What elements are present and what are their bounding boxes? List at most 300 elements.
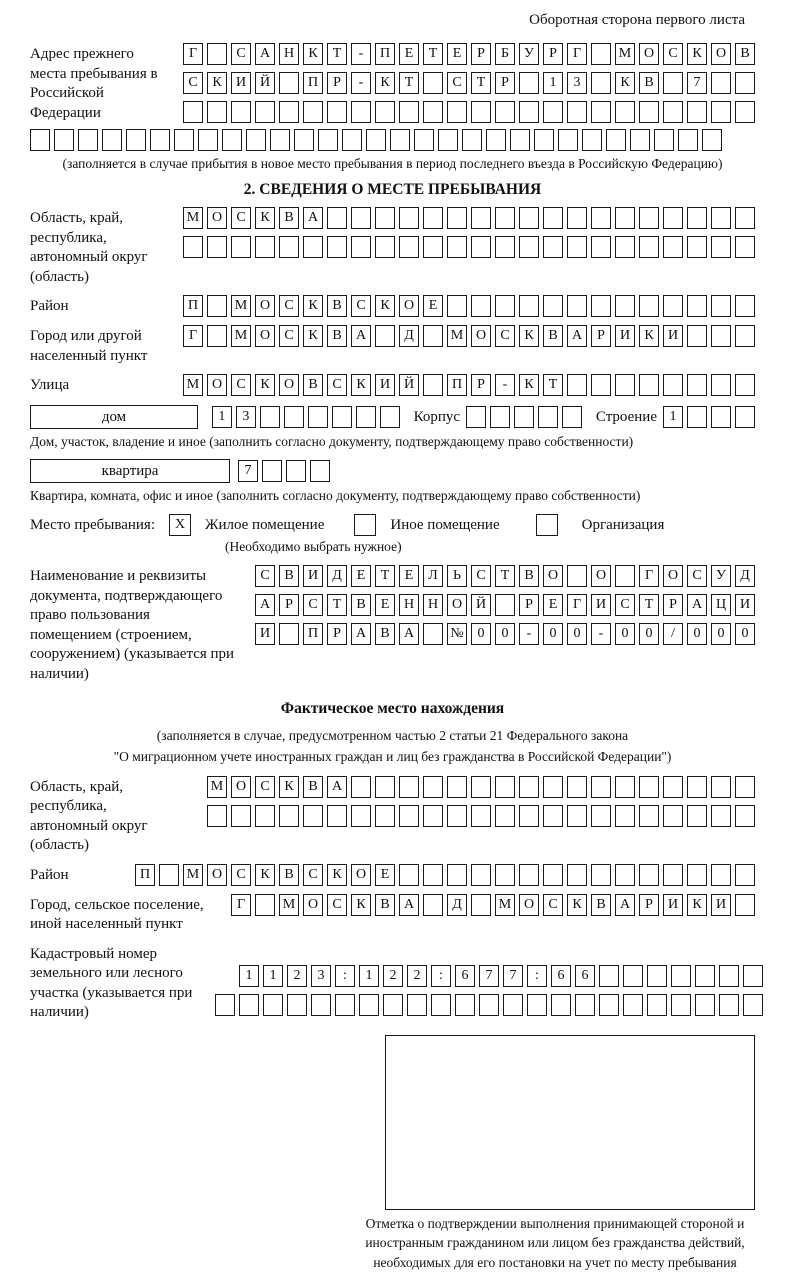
char-cell[interactable]: С [663,43,683,65]
char-cell[interactable]: О [255,295,275,317]
char-cell[interactable] [567,805,587,827]
char-cell[interactable] [599,994,619,1016]
char-cell[interactable]: 2 [407,965,427,987]
char-cell[interactable]: 0 [639,623,659,645]
char-cell[interactable]: Н [423,594,443,616]
char-cell[interactable] [615,776,635,798]
char-cell[interactable] [447,101,467,123]
char-cell[interactable]: О [207,864,227,886]
char-cell[interactable] [591,43,611,65]
char-cell[interactable]: О [663,565,683,587]
char-cell[interactable]: Й [471,594,491,616]
char-cell[interactable] [543,776,563,798]
char-cell[interactable]: 0 [615,623,635,645]
char-cell[interactable]: : [527,965,547,987]
char-cell[interactable] [399,776,419,798]
char-cell[interactable]: И [711,894,731,916]
char-cell[interactable]: В [351,594,371,616]
char-cell[interactable] [711,72,731,94]
char-cell[interactable]: К [351,374,371,396]
char-cell[interactable]: - [495,374,515,396]
confirmation-mark-box[interactable] [385,1035,755,1210]
char-cell[interactable]: О [207,374,227,396]
char-cell[interactable] [479,994,499,1016]
char-cell[interactable] [702,129,722,151]
char-cell[interactable]: Й [399,374,419,396]
char-cell[interactable] [543,236,563,258]
char-cell[interactable] [543,295,563,317]
char-cell[interactable]: Д [327,565,347,587]
char-cell[interactable]: Г [639,565,659,587]
char-cell[interactable]: Е [375,864,395,886]
char-cell[interactable]: С [495,325,515,347]
char-cell[interactable] [639,374,659,396]
char-cell[interactable] [599,965,619,987]
char-cell[interactable]: Т [471,72,491,94]
char-cell[interactable]: 7 [503,965,523,987]
char-cell[interactable] [471,805,491,827]
char-cell[interactable] [687,207,707,229]
char-cell[interactable] [663,805,683,827]
char-cell[interactable] [102,129,122,151]
char-cell[interactable] [582,129,602,151]
char-cell[interactable] [423,236,443,258]
char-cell[interactable] [215,994,235,1016]
char-cell[interactable] [231,101,251,123]
char-cell[interactable] [711,864,731,886]
char-cell[interactable]: К [327,864,347,886]
char-cell[interactable]: - [351,43,371,65]
char-cell[interactable] [318,129,338,151]
char-cell[interactable] [471,207,491,229]
char-cell[interactable] [335,994,355,1016]
char-cell[interactable] [615,207,635,229]
char-cell[interactable] [308,406,328,428]
char-cell[interactable]: 1 [263,965,283,987]
char-cell[interactable] [567,864,587,886]
char-cell[interactable]: Р [519,594,539,616]
char-cell[interactable]: Ц [711,594,731,616]
char-cell[interactable]: 6 [455,965,475,987]
char-cell[interactable] [255,101,275,123]
char-cell[interactable] [687,295,707,317]
char-cell[interactable] [399,101,419,123]
char-cell[interactable]: Б [495,43,515,65]
char-cell[interactable] [351,101,371,123]
char-cell[interactable] [671,965,691,987]
char-cell[interactable] [423,325,443,347]
char-cell[interactable]: Р [327,623,347,645]
char-cell[interactable]: 6 [575,965,595,987]
char-cell[interactable] [567,207,587,229]
char-cell[interactable] [423,101,443,123]
char-cell[interactable]: М [447,325,467,347]
char-cell[interactable]: 1 [663,406,683,428]
char-cell[interactable]: С [255,776,275,798]
char-cell[interactable] [207,43,227,65]
char-cell[interactable] [591,72,611,94]
char-cell[interactable]: О [303,894,323,916]
char-cell[interactable]: И [255,623,275,645]
char-cell[interactable]: У [711,565,731,587]
char-cell[interactable]: С [231,207,251,229]
char-cell[interactable] [639,101,659,123]
char-cell[interactable]: Е [375,594,395,616]
char-cell[interactable] [567,565,587,587]
char-cell[interactable] [663,374,683,396]
char-cell[interactable]: О [519,894,539,916]
char-cell[interactable]: О [471,325,491,347]
char-cell[interactable]: В [303,374,323,396]
char-cell[interactable] [519,236,539,258]
char-cell[interactable] [471,864,491,886]
char-cell[interactable] [375,101,395,123]
char-cell[interactable] [663,864,683,886]
char-cell[interactable]: К [207,72,227,94]
char-cell[interactable] [423,894,443,916]
char-cell[interactable]: К [639,325,659,347]
char-cell[interactable]: О [591,565,611,587]
char-cell[interactable] [647,994,667,1016]
char-cell[interactable]: К [375,72,395,94]
char-cell[interactable] [375,805,395,827]
char-cell[interactable]: В [591,894,611,916]
char-cell[interactable]: К [255,374,275,396]
char-cell[interactable]: А [255,43,275,65]
char-cell[interactable] [270,129,290,151]
char-cell[interactable]: Й [255,72,275,94]
char-cell[interactable] [447,805,467,827]
char-cell[interactable] [591,776,611,798]
char-cell[interactable] [380,406,400,428]
char-cell[interactable] [431,994,451,1016]
char-cell[interactable]: А [399,623,419,645]
char-cell[interactable]: Р [591,325,611,347]
char-cell[interactable]: 1 [543,72,563,94]
char-cell[interactable]: Л [423,565,443,587]
char-cell[interactable]: А [687,594,707,616]
char-cell[interactable]: С [471,565,491,587]
char-cell[interactable]: Р [471,43,491,65]
char-cell[interactable] [519,295,539,317]
char-cell[interactable]: 0 [711,623,731,645]
char-cell[interactable] [159,864,179,886]
char-cell[interactable] [263,994,283,1016]
char-cell[interactable]: А [327,776,347,798]
char-cell[interactable]: П [303,623,323,645]
char-cell[interactable]: Р [663,594,683,616]
char-cell[interactable]: А [255,594,275,616]
char-cell[interactable]: П [447,374,467,396]
char-cell[interactable] [663,101,683,123]
char-cell[interactable]: 1 [359,965,379,987]
char-cell[interactable] [356,406,376,428]
char-cell[interactable] [735,406,755,428]
char-cell[interactable]: С [183,72,203,94]
char-cell[interactable]: М [495,894,515,916]
char-cell[interactable] [471,295,491,317]
char-cell[interactable]: Т [543,374,563,396]
char-cell[interactable] [510,129,530,151]
char-cell[interactable] [639,805,659,827]
char-cell[interactable] [407,994,427,1016]
char-cell[interactable]: В [327,325,347,347]
char-cell[interactable]: И [663,894,683,916]
char-cell[interactable] [743,994,763,1016]
char-cell[interactable]: 0 [495,623,515,645]
char-cell[interactable] [663,207,683,229]
char-cell[interactable] [687,406,707,428]
char-cell[interactable] [503,994,523,1016]
char-cell[interactable]: С [231,43,251,65]
char-cell[interactable] [519,864,539,886]
char-cell[interactable]: О [543,565,563,587]
char-cell[interactable]: К [687,894,707,916]
char-cell[interactable] [711,805,731,827]
char-cell[interactable]: 2 [287,965,307,987]
char-cell[interactable] [327,805,347,827]
char-cell[interactable] [239,994,259,1016]
char-cell[interactable] [687,101,707,123]
char-cell[interactable]: М [231,325,251,347]
char-cell[interactable]: 7 [238,460,258,482]
char-cell[interactable] [495,594,515,616]
char-cell[interactable] [438,129,458,151]
char-cell[interactable]: В [279,207,299,229]
char-cell[interactable] [183,101,203,123]
char-cell[interactable]: П [303,72,323,94]
char-cell[interactable]: : [335,965,355,987]
char-cell[interactable] [639,207,659,229]
char-cell[interactable] [551,994,571,1016]
char-cell[interactable]: Т [327,594,347,616]
char-cell[interactable]: Г [231,894,251,916]
char-cell[interactable] [623,994,643,1016]
char-cell[interactable] [423,864,443,886]
char-cell[interactable]: М [231,295,251,317]
char-cell[interactable] [630,129,650,151]
char-cell[interactable]: К [279,776,299,798]
char-cell[interactable] [711,406,731,428]
char-cell[interactable] [490,406,510,428]
char-cell[interactable]: Ь [447,565,467,587]
char-cell[interactable] [183,236,203,258]
char-cell[interactable] [78,129,98,151]
char-cell[interactable] [735,776,755,798]
char-cell[interactable] [359,994,379,1016]
char-cell[interactable] [126,129,146,151]
char-cell[interactable] [495,236,515,258]
char-cell[interactable] [687,776,707,798]
char-cell[interactable] [735,72,755,94]
char-cell[interactable] [351,207,371,229]
char-cell[interactable] [639,236,659,258]
char-cell[interactable]: К [615,72,635,94]
char-cell[interactable] [351,236,371,258]
checkbox-other-premises[interactable] [354,514,376,536]
char-cell[interactable] [207,101,227,123]
char-cell[interactable] [735,325,755,347]
char-cell[interactable] [687,864,707,886]
char-cell[interactable] [514,406,534,428]
char-cell[interactable]: М [207,776,227,798]
char-cell[interactable] [310,460,330,482]
char-cell[interactable] [495,101,515,123]
char-cell[interactable] [375,776,395,798]
char-cell[interactable] [735,295,755,317]
char-cell[interactable] [375,236,395,258]
char-cell[interactable]: А [615,894,635,916]
char-cell[interactable] [207,325,227,347]
char-cell[interactable]: В [279,565,299,587]
char-cell[interactable]: В [735,43,755,65]
char-cell[interactable]: О [639,43,659,65]
char-cell[interactable] [543,864,563,886]
char-cell[interactable]: М [279,894,299,916]
char-cell[interactable] [615,295,635,317]
char-cell[interactable] [615,864,635,886]
char-cell[interactable] [591,207,611,229]
char-cell[interactable]: И [303,565,323,587]
char-cell[interactable] [231,805,251,827]
char-cell[interactable] [735,207,755,229]
char-cell[interactable] [615,101,635,123]
char-cell[interactable] [207,805,227,827]
char-cell[interactable] [606,129,626,151]
char-cell[interactable] [447,295,467,317]
char-cell[interactable] [527,994,547,1016]
char-cell[interactable] [399,236,419,258]
char-cell[interactable] [711,101,731,123]
char-cell[interactable]: В [303,776,323,798]
char-cell[interactable]: С [303,864,323,886]
char-cell[interactable] [534,129,554,151]
char-cell[interactable]: В [375,623,395,645]
char-cell[interactable]: О [207,207,227,229]
char-cell[interactable] [279,236,299,258]
char-cell[interactable] [678,129,698,151]
char-cell[interactable]: Р [495,72,515,94]
char-cell[interactable]: П [183,295,203,317]
char-cell[interactable] [455,994,475,1016]
char-cell[interactable]: 3 [311,965,331,987]
char-cell[interactable] [615,565,635,587]
char-cell[interactable] [375,325,395,347]
char-cell[interactable] [255,805,275,827]
char-cell[interactable]: С [327,894,347,916]
char-cell[interactable]: Т [375,565,395,587]
char-cell[interactable]: 1 [212,406,232,428]
char-cell[interactable]: - [351,72,371,94]
char-cell[interactable] [30,129,50,151]
char-cell[interactable] [462,129,482,151]
char-cell[interactable]: 3 [567,72,587,94]
char-cell[interactable] [543,805,563,827]
char-cell[interactable]: М [183,864,203,886]
char-cell[interactable]: И [615,325,635,347]
char-cell[interactable] [423,776,443,798]
char-cell[interactable]: С [447,72,467,94]
char-cell[interactable] [423,72,443,94]
char-cell[interactable] [54,129,74,151]
char-cell[interactable]: В [519,565,539,587]
char-cell[interactable] [654,129,674,151]
char-cell[interactable]: Р [279,594,299,616]
char-cell[interactable]: К [255,864,275,886]
char-cell[interactable] [567,776,587,798]
char-cell[interactable]: С [615,594,635,616]
char-cell[interactable] [687,325,707,347]
char-cell[interactable] [294,129,314,151]
char-cell[interactable] [558,129,578,151]
char-cell[interactable]: М [183,207,203,229]
char-cell[interactable] [695,994,715,1016]
char-cell[interactable] [207,236,227,258]
char-cell[interactable] [383,994,403,1016]
char-cell[interactable]: М [183,374,203,396]
char-cell[interactable] [623,965,643,987]
char-cell[interactable] [663,776,683,798]
char-cell[interactable]: В [279,864,299,886]
char-cell[interactable] [711,295,731,317]
char-cell[interactable] [150,129,170,151]
char-cell[interactable]: О [711,43,731,65]
char-cell[interactable]: И [591,594,611,616]
char-cell[interactable] [351,776,371,798]
char-cell[interactable] [342,129,362,151]
char-cell[interactable]: С [303,594,323,616]
char-cell[interactable]: Е [423,295,443,317]
char-cell[interactable]: Р [327,72,347,94]
char-cell[interactable]: С [327,374,347,396]
char-cell[interactable] [495,805,515,827]
char-cell[interactable]: В [639,72,659,94]
char-cell[interactable] [591,101,611,123]
char-cell[interactable]: - [519,623,539,645]
char-cell[interactable] [495,207,515,229]
char-cell[interactable] [543,207,563,229]
char-cell[interactable] [711,776,731,798]
char-cell[interactable] [399,207,419,229]
char-cell[interactable] [687,236,707,258]
char-cell[interactable]: И [663,325,683,347]
char-cell[interactable] [287,994,307,1016]
char-cell[interactable]: Д [735,565,755,587]
char-cell[interactable] [711,325,731,347]
char-cell[interactable] [327,236,347,258]
char-cell[interactable]: В [327,295,347,317]
char-cell[interactable] [639,776,659,798]
char-cell[interactable] [567,236,587,258]
char-cell[interactable] [735,805,755,827]
char-cell[interactable]: И [735,594,755,616]
char-cell[interactable] [423,623,443,645]
char-cell[interactable]: 0 [471,623,491,645]
char-cell[interactable] [231,236,251,258]
char-cell[interactable] [486,129,506,151]
char-cell[interactable] [519,805,539,827]
char-cell[interactable]: Р [471,374,491,396]
char-cell[interactable]: : [431,965,451,987]
char-cell[interactable] [663,236,683,258]
char-cell[interactable] [687,805,707,827]
char-cell[interactable] [735,236,755,258]
char-cell[interactable] [591,295,611,317]
char-cell[interactable]: А [351,623,371,645]
char-cell[interactable] [303,805,323,827]
char-cell[interactable]: К [351,894,371,916]
char-cell[interactable] [447,207,467,229]
